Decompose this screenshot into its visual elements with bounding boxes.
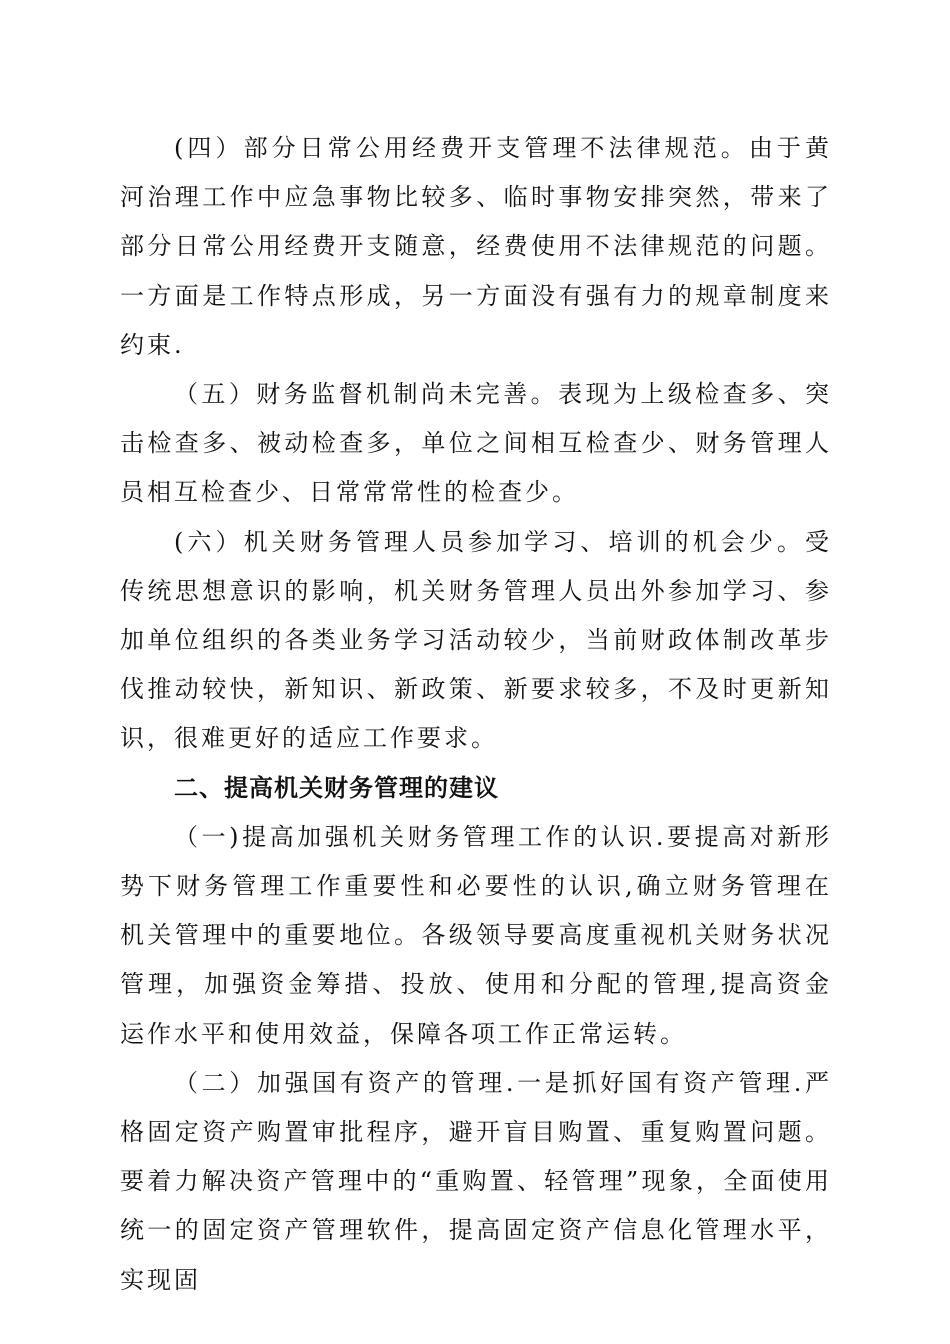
paragraph-six: (六）机关财务管理人员参加学习、培训的机会少。受传统思想意识的影响，机关财务管理人员出外参加学习、参加单位组织的各类业务学习活动较少，当前财政体制改革步伐推动较快，新知识、新政策、新要求较多，不及时更新知识，很难更好的适应工作要求。 bbox=[120, 527, 832, 753]
paragraph-one: （一)提高加强机关财务管理工作的认识.要提高对新形势下财务管理工作重要性和必要性的认识,确立财务管理在机关管理中的重要地位。各级领导要高度重视机关财务状况管理，加强资金筹措、投放、使用和分配的管理,提高资金运作水平和使用效益，保障各项工作正常运转。 bbox=[120, 822, 832, 1048]
paragraph-five: （五）财务监督机制尚未完善。表现为上级检查多、突击检查多、被动检查多，单位之间相互检查少、财务管理人员相互检查少、日常常常性的检查少。 bbox=[120, 380, 832, 507]
document-body bbox=[120, 124, 832, 1305]
paragraph-two: （二）加强国有资产的管理.一是抓好国有资产管理.严格固定资产购置审批程序，避开盲目购置、重复购置问题。要着力解决资产管理中的“重购置、轻管理”现象，全面使用统一的固定资产管理软件，提高固定资产信息化管理水平，实现固 bbox=[120, 1068, 832, 1294]
paragraph-four: (四）部分日常公用经费开支管理不法律规范。由于黄河治理工作中应急事物比较多、临时事物安排突然，带来了部分日常公用经费开支随意，经费使用不法律规范的问题。一方面是工作特点形成，另一方面没有强有力的规章制度来约束. bbox=[120, 134, 832, 359]
section-heading: 二、提高机关财务管理的建议 bbox=[174, 773, 499, 802]
